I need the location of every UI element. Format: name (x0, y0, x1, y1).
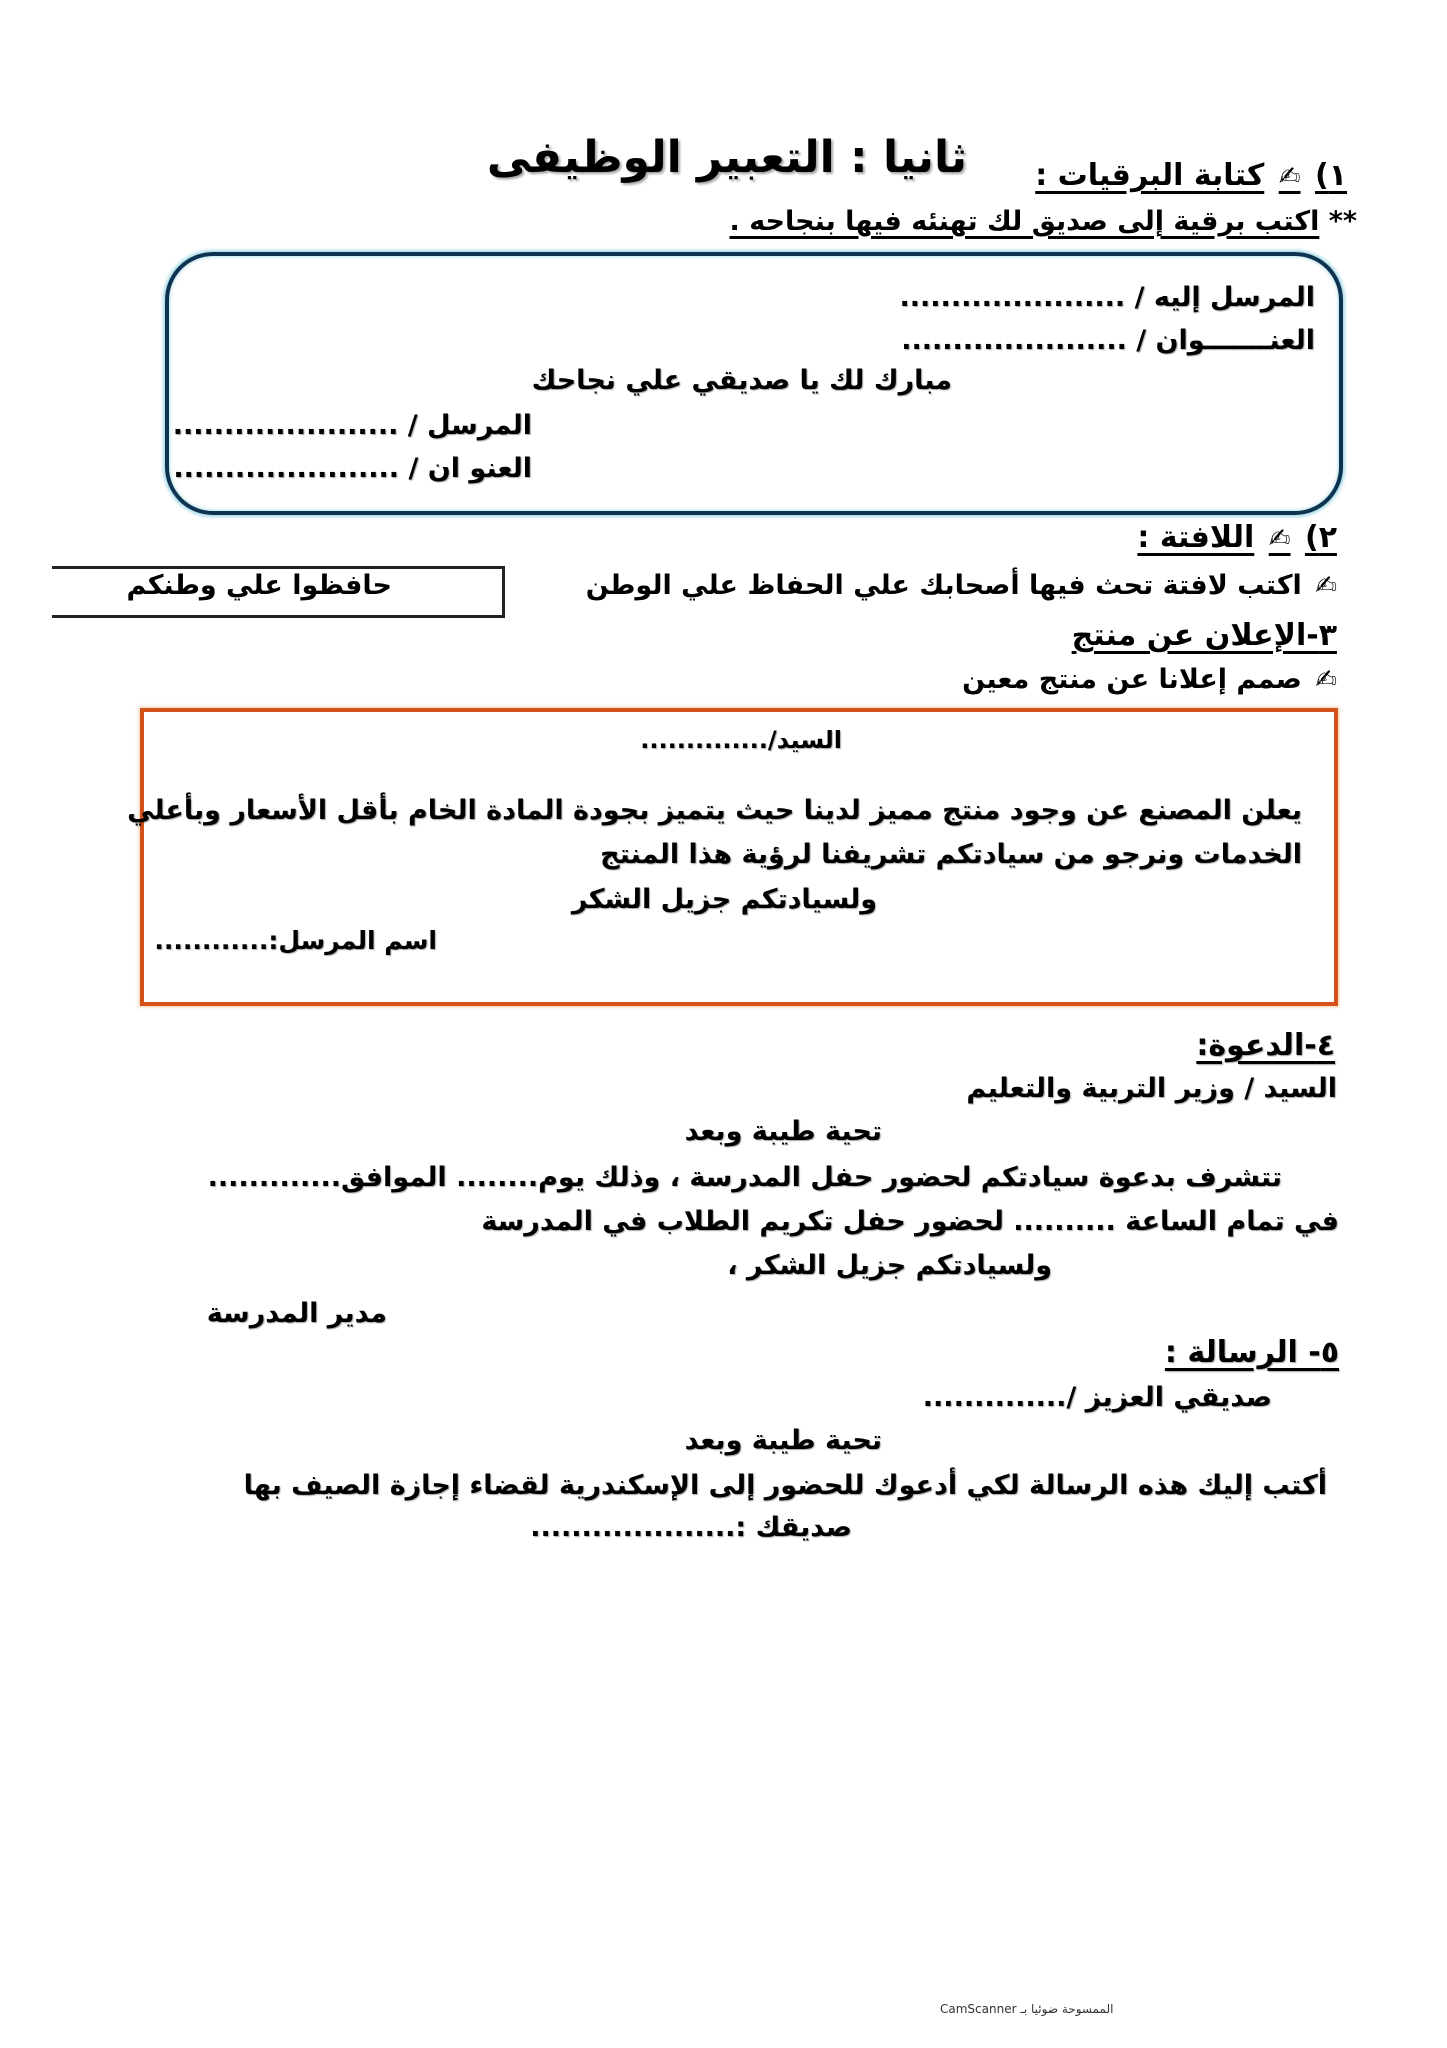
section3-prompt (962, 664, 1341, 695)
telegram-sender-value[interactable]: ...................... (172, 410, 399, 441)
section2-prompt-text: اكتب لافتة تحث فيها أصحابك علي الحفاظ علي الوطن (585, 570, 1302, 601)
invitation-greeting: تحية طيبة وبعد (684, 1116, 882, 1147)
telegram-to (900, 282, 1315, 313)
telegram-sender-label: المرسل / (407, 410, 532, 441)
letter-signature: صديقك :.................... (530, 1512, 852, 1543)
telegram-message: مبارك لك يا صديقي علي نجاحك (531, 365, 952, 396)
telegram-to-label: المرسل إليه / (1134, 282, 1315, 313)
invitation-line1: تتشرف بدعوة سيادتكم لحضور حفل المدرسة ، وذلك يوم........ الموافق............. (207, 1162, 1282, 1193)
writing-hand-icon: ✍ (1268, 524, 1291, 554)
writing-hand-icon: ✍ (1278, 162, 1301, 192)
section1-number: ١) (1314, 158, 1347, 193)
section1-heading (1035, 158, 1347, 193)
letter-body: أكتب إليك هذه الرسالة لكي أدعوك للحضور إلى الإسكندرية لقضاء إجازة الصيف بها (243, 1470, 1327, 1501)
ad-closing: ولسيادتكم جزيل الشكر (571, 884, 877, 915)
telegram-sender-address (173, 453, 532, 484)
section5-heading: ٥- الرسالة : (1164, 1335, 1339, 1370)
telegram-sender-address-value[interactable]: ...................... (173, 453, 400, 484)
prompt-stars: ** (1328, 206, 1357, 237)
telegram-address-label: العنـــــــوان / (1136, 325, 1315, 356)
banner-text: حافظوا علي وطنكم (126, 570, 392, 601)
section3-prompt-text: صمم إعلانا عن منتج معين (962, 664, 1302, 695)
section1-label: كتابة البرقيات : (1035, 158, 1265, 193)
ad-body-line2: الخدمات ونرجو من سيادتكم تشريفنا لرؤية هذا المنتج (600, 839, 1302, 870)
section2-number: ٢) (1304, 520, 1337, 555)
letter-greeting: تحية طيبة وبعد (684, 1425, 882, 1456)
writing-hand-icon: ✍ (1315, 665, 1337, 695)
section3-heading: ٣-الإعلان عن منتج (1071, 618, 1337, 653)
ad-salutation: السيد/.............. (640, 726, 842, 754)
invitation-addressee: السيد / وزير التربية والتعليم (966, 1073, 1337, 1104)
section2-heading (1137, 520, 1337, 555)
section1-prompt (730, 206, 1357, 237)
camscanner-watermark: الممسوحة ضوئيا بـ CamScanner (940, 2002, 1114, 2016)
telegram-to-value[interactable]: ...................... (899, 282, 1126, 313)
writing-hand-icon: ✍ (1315, 571, 1337, 601)
section4-heading: ٤-الدعوة: (1196, 1028, 1335, 1063)
section2-prompt (586, 570, 1341, 601)
telegram-address-value[interactable]: ...................... (901, 325, 1127, 356)
letter-addressee: صديقي العزيز /.............. (922, 1382, 1272, 1413)
invitation-closing: ولسيادتكم جزيل الشكر ، (727, 1250, 1052, 1281)
ad-sender: اسم المرسل:............ (154, 926, 437, 955)
invitation-signature: مدير المدرسة (206, 1298, 387, 1329)
page-title: ثانيا : التعبير الوظيفى (486, 132, 967, 183)
section2-label: اللافتة : (1137, 520, 1255, 555)
telegram-sender-address-label: العنو ان / (408, 453, 532, 484)
ad-body-line1: يعلن المصنع عن وجود منتج مميز لدينا حيث يتميز بجودة المادة الخام بأقل الأسعار وبأعلي (127, 795, 1302, 826)
section1-prompt-text: اكتب برقية إلى صديق لك تهنئه فيها بنجاحه . (729, 206, 1320, 237)
telegram-sender (173, 410, 532, 441)
telegram-address (901, 325, 1315, 356)
invitation-line2: في تمام الساعة .......... لحضور حفل تكريم الطلاب في المدرسة (481, 1206, 1339, 1237)
